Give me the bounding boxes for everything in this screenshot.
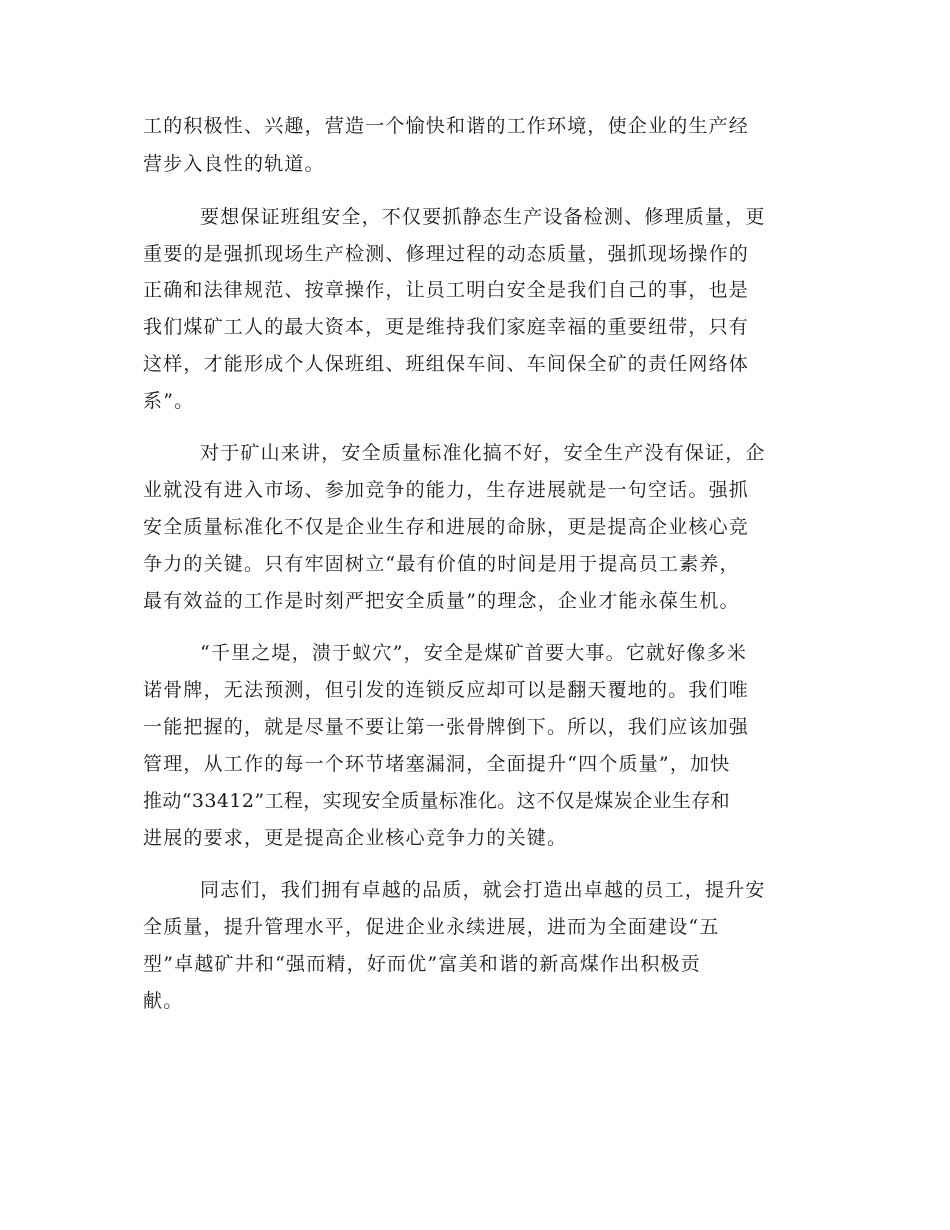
paragraph-line: 正确和法律规范、按章操作，让员工明白安全是我们自己的事，也是 — [143, 279, 750, 301]
paragraph-line: 系”。 — [143, 390, 195, 412]
paragraph-line: 同志们，我们拥有卓越的品质，就会打造出卓越的员工，提升安 — [200, 879, 766, 901]
paragraph-line: 管理，从工作的每一个环节堵塞漏洞，全面提升“四个质量”，加快 — [143, 753, 731, 775]
paragraph-line: 这样，才能形成个人保班组、班组保车间、车间保全矿的责任网络体 — [143, 353, 750, 375]
paragraph-line: 我们煤矿工人的最大资本，更是维持我们家庭幸福的重要纽带，只有 — [143, 316, 750, 338]
paragraph-line: 全质量，提升管理水平，促进企业永续进展，进而为全面建设“五 — [143, 916, 720, 938]
paragraph-line: 推动“33412”工程，实现安全质量标准化。这不仅是煤炭企业生存和 — [143, 790, 731, 812]
paragraph-line: 工的积极性、兴趣，营造一个愉快和谐的工作环境，使企业的生产经 — [143, 115, 750, 137]
paragraph-line: 要想保证班组安全，不仅要抓静态生产设备检测、修理质量，更 — [200, 206, 766, 228]
paragraph-line: 进展的要求，更是提高企业核心竞争力的关键。 — [143, 827, 568, 849]
paragraph-line: 业就没有进入市场、参加竞争的能力，生存进展就是一句空话。强抓 — [143, 479, 750, 501]
paragraph-line: 营步入良性的轨道。 — [143, 153, 325, 175]
paragraph-line: 安全质量标准化不仅是企业生存和进展的命脉，更是提高企业核心竞 — [143, 516, 750, 538]
paragraph-line: 献。 — [143, 990, 184, 1012]
paragraph-line: 争力的关键。只有牢固树立“最有价值的时间是用于提高员工素养， — [143, 553, 740, 575]
paragraph-line: “千里之堤，溃于蚁穴”，安全是煤矿首要大事。它就好像多米 — [200, 642, 748, 664]
paragraph-line: 最有效益的工作是时刻严把安全质量”的理念，企业才能永葆生机。 — [143, 590, 740, 612]
paragraph-line: 重要的是强抓现场生产检测、修理过程的动态质量，强抓现场操作的 — [143, 243, 750, 265]
paragraph-line: 一能把握的，就是尽量不要让第一张骨牌倒下。所以，我们应该加强 — [143, 716, 750, 738]
paragraph-line: 型”卓越矿井和“强而精，好而优”富美和谐的新高煤作出积极贡 — [143, 953, 701, 975]
paragraph-line: 诺骨牌，无法预测，但引发的连锁反应却可以是翻天覆地的。我们唯 — [143, 679, 750, 701]
paragraph-line: 对于矿山来讲，安全质量标准化搞不好，安全生产没有保证，企 — [200, 442, 766, 464]
